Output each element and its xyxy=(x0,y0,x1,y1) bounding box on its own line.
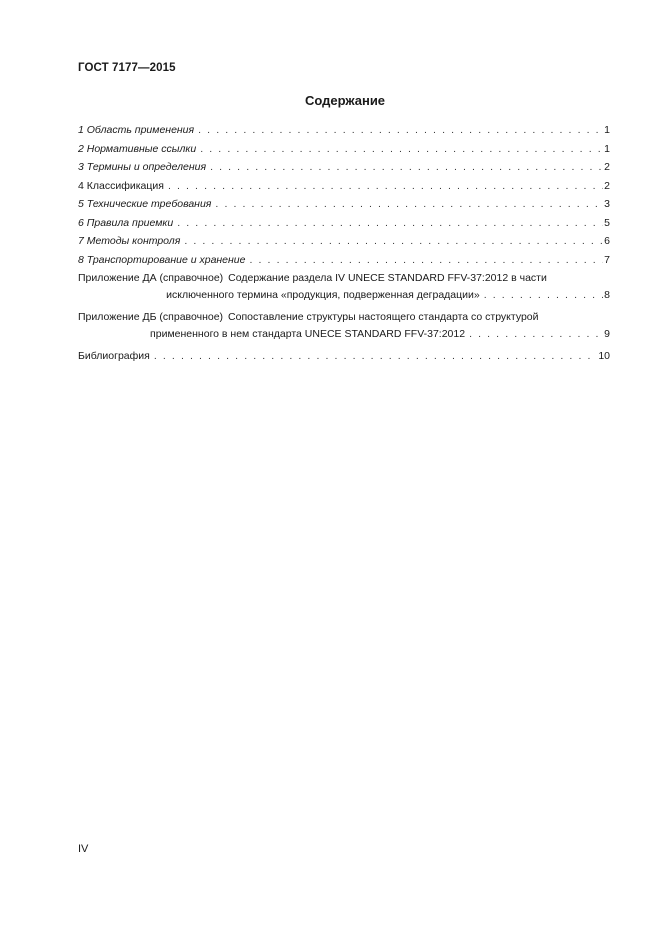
toc-entry[interactable] xyxy=(78,253,610,272)
toc-appendix-entry[interactable] xyxy=(78,271,610,307)
toc-entry-label: 3 Термины и определения xyxy=(78,161,207,173)
leader-dots xyxy=(215,197,603,212)
toc-entry[interactable] xyxy=(78,142,610,161)
appendix-title-line: примененного в нем стандарта UNECE STANDARD FFV-37:2012 xyxy=(150,328,466,340)
toc-title: Содержание xyxy=(304,93,386,108)
toc-entry-label: 8 Транспортирование и хранение xyxy=(78,253,246,266)
leader-dots xyxy=(177,216,603,231)
appendix-prefix: Приложение ДА (справочное) xyxy=(78,272,224,284)
leader-dots xyxy=(249,253,603,268)
appendix-title-line: Содержание раздела IV UNECE STANDARD FFV-37:2012 в части xyxy=(228,272,547,284)
toc-entry[interactable] xyxy=(78,234,610,253)
appendix-prefix: Приложение ДБ (справочное) xyxy=(78,311,224,323)
leader-dots xyxy=(200,142,603,157)
toc-entry-label: 4 Классификация xyxy=(78,179,164,192)
toc-entry-label: 6 Правила приемки xyxy=(78,216,174,229)
toc-entry-page: 1 xyxy=(604,124,610,136)
appendix-title-line: Сопоставление структуры настоящего стандарта со структурой xyxy=(228,311,539,323)
document-id: ГОСТ 7177—2015 xyxy=(78,62,176,74)
toc-entry-page: 1 xyxy=(604,142,610,155)
leader-dots xyxy=(154,349,597,364)
leader-dots xyxy=(198,123,603,138)
toc-entry-label: 2 Нормативные ссылки xyxy=(78,142,197,155)
toc-entry[interactable] xyxy=(78,197,610,216)
toc-entry-bibliography[interactable] xyxy=(78,349,610,368)
toc-entry-page: 7 xyxy=(604,253,610,266)
toc-entry[interactable] xyxy=(78,216,610,235)
toc-entry-page: 8 xyxy=(604,289,610,301)
leader-dots xyxy=(210,160,603,175)
table-of-contents xyxy=(78,123,610,368)
toc-entry-page: 9 xyxy=(604,328,610,340)
appendix-body xyxy=(166,271,610,307)
toc-entry-page: 10 xyxy=(598,350,610,362)
page-number: IV xyxy=(78,843,89,855)
toc-entry-page: 2 xyxy=(604,161,610,173)
toc-entry-page: 6 xyxy=(604,235,610,247)
toc-entry-page: 3 xyxy=(604,198,610,210)
leader-dots xyxy=(168,179,603,194)
toc-entry-label: 5 Технические требования xyxy=(78,198,212,210)
appendix-title-line: исключенного термина «продукция, подверженная деградации» xyxy=(166,289,480,301)
toc-entry-label: 7 Методы контроля xyxy=(78,235,181,247)
toc-entry[interactable] xyxy=(78,179,610,198)
toc-entry-page: 5 xyxy=(604,216,610,229)
toc-entry-page: 2 xyxy=(604,179,610,192)
leader-dots xyxy=(469,327,603,342)
appendix-title-continuation xyxy=(166,288,610,307)
toc-entry[interactable] xyxy=(78,160,610,179)
toc-appendix-entry[interactable] xyxy=(78,310,610,346)
toc-entry-label: 1 Область применения xyxy=(78,124,195,136)
toc-entry-label: Библиография xyxy=(78,350,150,362)
toc-entry[interactable] xyxy=(78,123,610,142)
leader-dots xyxy=(184,234,603,249)
appendix-title-continuation xyxy=(150,327,610,346)
leader-dots xyxy=(484,288,603,303)
